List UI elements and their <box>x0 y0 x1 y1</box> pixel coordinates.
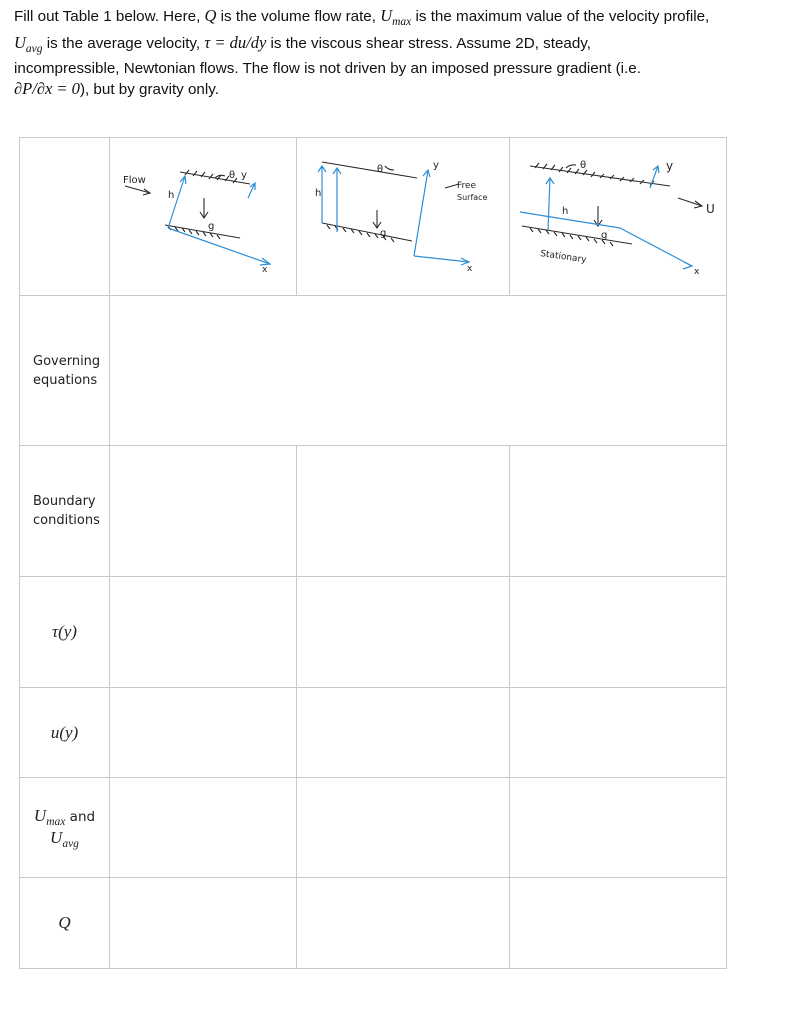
cell-u-col3[interactable] <box>510 688 727 778</box>
header-row <box>20 138 727 296</box>
row-umax-uavg <box>20 778 727 878</box>
row-label-umax-uavg: $U_{max}$ and $U_{avg}$ <box>20 778 110 878</box>
row-tau <box>20 577 727 688</box>
svg-text:h: h <box>168 190 175 201</box>
svg-text:x: x <box>467 264 473 274</box>
row-label-governing: Governing equations <box>20 296 110 446</box>
svg-text:θ: θ <box>377 164 384 175</box>
cell-q-col1[interactable] <box>110 878 297 969</box>
corner-cell <box>20 138 110 296</box>
cell-tau-col1[interactable] <box>110 577 297 688</box>
cell-u-col1[interactable] <box>110 688 297 778</box>
cell-u-col2[interactable] <box>297 688 510 778</box>
svg-text:U: U <box>706 202 715 216</box>
svg-text:h: h <box>315 188 322 199</box>
svg-text:Flow: Flow <box>123 175 146 186</box>
svg-text:y: y <box>666 159 674 173</box>
svg-text:g: g <box>380 228 387 239</box>
cell-umax-col1[interactable] <box>110 778 297 878</box>
svg-text:g: g <box>208 221 215 232</box>
sketch-moving-plate-flow <box>510 138 727 296</box>
cell-q-col3[interactable] <box>510 878 727 969</box>
svg-text:h: h <box>562 206 569 217</box>
sketch-inclined-plate-flow <box>110 138 297 296</box>
cell-tau-col3[interactable] <box>510 577 727 688</box>
cell-boundary-col2[interactable] <box>297 446 510 577</box>
svg-text:θ: θ <box>580 160 587 171</box>
cell-governing-answer[interactable] <box>110 296 727 446</box>
row-q <box>20 878 727 969</box>
cell-q-col2[interactable] <box>297 878 510 969</box>
table-1 <box>19 137 727 969</box>
cell-boundary-col1[interactable] <box>110 446 297 577</box>
cell-umax-col2[interactable] <box>297 778 510 878</box>
sketch-free-surface-flow <box>297 138 510 296</box>
svg-text:Free: Free <box>457 181 477 191</box>
svg-text:θ: θ <box>229 170 236 181</box>
row-boundary-conditions <box>20 446 727 577</box>
cell-umax-col3[interactable] <box>510 778 727 878</box>
svg-text:x: x <box>694 267 700 277</box>
svg-text:y: y <box>433 160 439 171</box>
svg-text:g: g <box>601 230 608 241</box>
svg-text:Surface: Surface <box>457 193 488 202</box>
svg-text:y: y <box>241 170 247 181</box>
row-governing-equations <box>20 296 727 446</box>
svg-text:Stationary: Stationary <box>539 249 588 266</box>
row-label-boundary: Boundary conditions <box>20 446 110 577</box>
svg-text:x: x <box>262 265 268 275</box>
row-label-q: Q <box>20 878 110 969</box>
problem-statement: Fill out Table 1 below. Here, Q is the volume flow rate, $U_{max}$ is the maximum value of the velocity profile, $U_{avg}$ is the average velocity, τ = du/dy is the viscous shear stress. Assume 2D, steady, incompressible, Newtonian flows. The flow is not driven by an imposed pressure gradient (i.e. ∂P/∂x = 0), but by gravity only. <box>14 6 710 98</box>
row-label-tau: τ(y) <box>20 577 110 688</box>
row-label-u: u(y) <box>20 688 110 778</box>
cell-tau-col2[interactable] <box>297 577 510 688</box>
row-u <box>20 688 727 778</box>
cell-boundary-col3[interactable] <box>510 446 727 577</box>
